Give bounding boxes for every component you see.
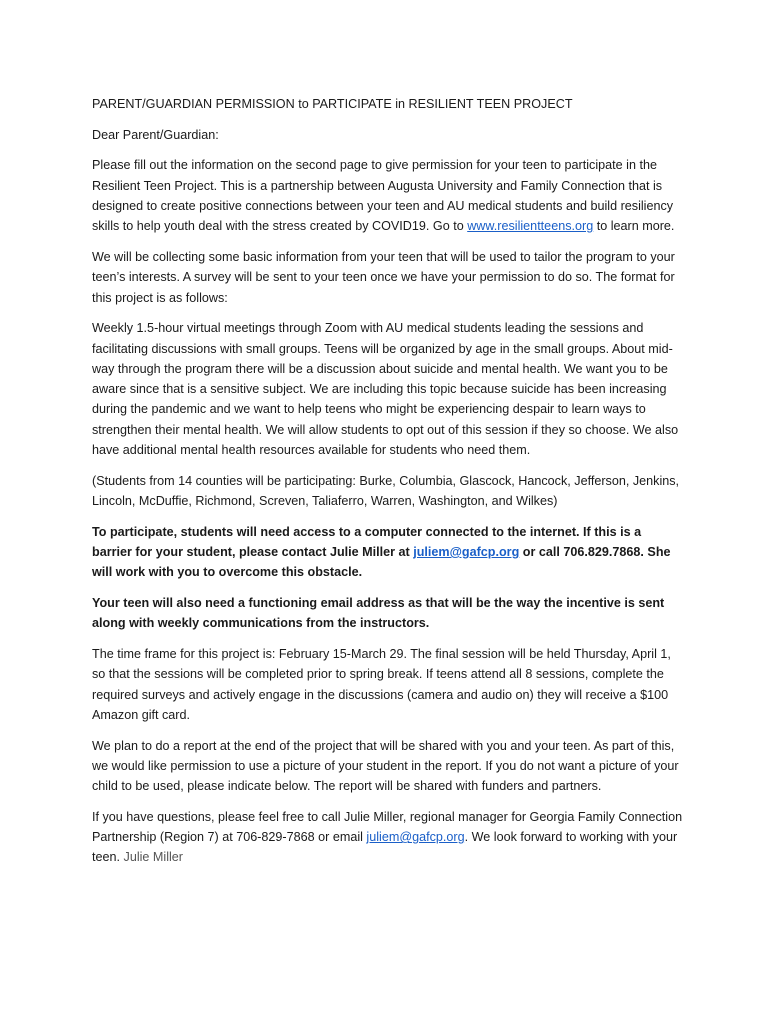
paragraph-computer-access [92,522,684,583]
email-link-contact[interactable]: juliem@gafcp.org [413,544,520,559]
website-link[interactable]: www.resilientteens.org [467,219,594,234]
paragraph-intro-end: to learn more. [593,219,675,234]
paragraph-questions-text: If you have questions, please feel free to call Julie Miller, regional manager for Georgia Family Connection Partnership (Region 7) at 706-829-7868 or email [92,809,683,845]
salutation: Dear Parent/Guardian: [92,127,219,142]
paragraph-computer-access-text: To participate, students will need access to a computer connected to the internet. If this is a barrier for your student, please contact Julie Miller at [92,524,642,559]
paragraph-email-requirement: Your teen will also need a functioning email address as that will be the way the incentive is sent along with weekly communications from the instructors. [92,595,665,631]
paragraph-questions-end: . We look forward to working with your teen. [92,830,678,865]
paragraph-report: We plan to do a report at the end of the project that will be shared with you and your teen. As part of this, we would like permission to use a picture of your student in the report. If you do not want a picture of your child to be used, please indicate below. The report will be shared with funders and partners. [92,738,679,794]
paragraph-format: Weekly 1.5-hour virtual meetings through Zoom with AU medical students leading the sessions and facilitating discussions with small groups. Teens will be organized by age in the small groups. About mid-way through the program there will be a discussion about suicide and mental health. We want you to be aware since that is a sensitive subject. We are including this topic because suicide has been increasing during the pandemic and we want to help teens who might be experiencing despair to learn ways to strengthen their mental health. We will allow students to opt out of this session if they so choose. We also have additional mental health resources available for students who need them. [92,321,679,458]
paragraph-computer-access-end: or call 706.829.7868. She will work with you to overcome this obstacle. [92,544,671,580]
paragraph-questions [92,807,684,868]
paragraph-counties: (Students from 14 counties will be participating: Burke, Columbia, Glascock, Hancock, Jefferson, Jenkins, Lincoln, McDuffie, Richmond, Screven, Taliaferro, Warren, Washington, and Wilkes) [92,473,680,508]
letter-page [92,94,684,878]
email-link-questions[interactable]: juliem@gafcp.org [366,830,465,845]
paragraph-intro [92,155,684,236]
paragraph-intro-text: Please fill out the information on the second page to give permission for your teen to participate in the Resilient Teen Project. This is a partnership between Augusta University and Family Connection that is designed to create positive connections between your teen and AU medical students and build resiliency skills to help youth deal with the stress created by COVID19. Go to [92,158,674,234]
paragraph-survey: We will be collecting some basic information from your teen that will be used to tailor the program to your teen’s interests. A survey will be sent to your teen once we have your permission to do so. The format for this project is as follows: [92,249,675,305]
paragraph-time-frame: The time frame for this project is: February 15-March 29. The final session will be held Thursday, April 1, so that the sessions will be completed prior to spring break. If teens attend all 8 sessions, complete the required surveys and actively engage in the discussions (camera and audio on) they will receive a $100 Amazon gift card. [92,646,671,722]
letter-title: PARENT/GUARDIAN PERMISSION to PARTICIPATE in RESILIENT TEEN PROJECT [92,97,573,111]
signoff-name: Julie Miller [123,850,183,865]
